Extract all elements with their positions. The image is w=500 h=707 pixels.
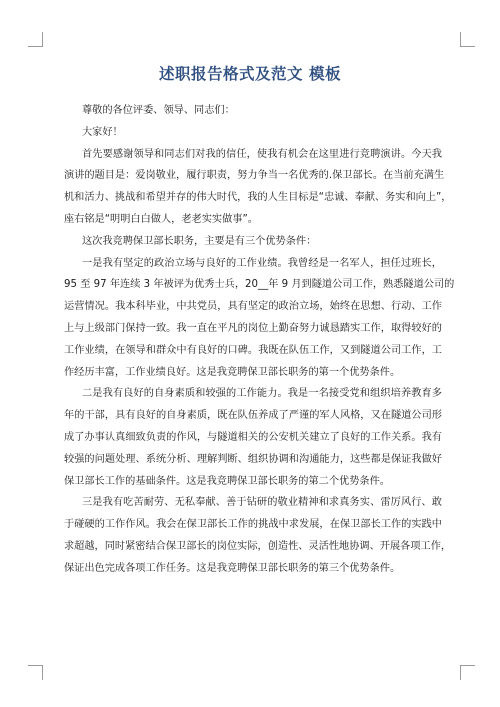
paragraph-line: 工作业绩，在领导和群众中有良好的口碑。我既在队伍工作，又到隧道公司工作，工 — [64, 344, 442, 356]
paragraph-line: 年的干部，具有良好的自身素质，既在队伍养成了严谨的军人风格，又在隧道公司形 — [64, 410, 442, 422]
paragraph-line: 运营情况。我本科毕业，中共党员，具有坚定的政治立场，始终在思想、行动、工作 — [64, 301, 442, 313]
paragraph-line: 座右铭是“明明白白做人，老老实实做事”。 — [64, 213, 258, 225]
paragraph-line: 成了办事认真细致负责的作风，与隧道相关的公安机关建立了良好的工作关系。我有 — [64, 431, 442, 443]
paragraph-line: 作经历丰富，工作业绩良好。这是我竞聘保卫部长职务的第一个优势条件。 — [64, 366, 401, 378]
salutation: 尊敬的各位评委、领导、同志们： — [82, 105, 235, 116]
paragraph-line: 首先要感谢领导和同志们对我的信任，使我有机会在这里进行竞聘演讲。今天我 — [82, 148, 442, 160]
paragraph-line: 二是我有良好的自身素质和较强的工作能力。我是一名接受党和组织培养教育多 — [82, 388, 442, 400]
crop-mark-top-left — [28, 32, 43, 47]
crop-mark-bottom-left — [28, 665, 43, 680]
paragraph-line: 这次我竞聘保卫部长职务，主要是有三个优势条件： — [82, 235, 317, 247]
paragraph-line: 保证出色完成各项工作任务。这是我竞聘保卫部长职务的第三个优势条件。 — [64, 562, 401, 574]
document-title: 述职报告格式及范文 模板 — [159, 65, 341, 83]
paragraph-line: 上与上级部门保持一致。我一直在平凡的岗位上勤奋努力诚恳踏实工作，取得较好的 — [64, 322, 442, 334]
paragraph-line: 演讲的题目是：爱岗敬业，履行职责，努力争当一名优秀的.保卫部长。在当前充满生 — [64, 170, 445, 182]
paragraph-line: 95 至 97 年连续 3 年被评为优秀士兵，20__年 9 月到隧道公司工作，熟悉隧道公司的 — [64, 279, 455, 291]
paragraph-line: 于碰硬的工作作风。我会在保卫部长工作的挑战中求发展，在保卫部长工作的实践中 — [64, 519, 442, 531]
greeting: 大家好！ — [82, 126, 123, 138]
paragraph-line: 一是我有坚定的政治立场与良好的工作业绩。我曾经是一名军人，担任过班长， — [82, 257, 442, 269]
paragraph-line: 较强的问题处理、系统分析、理解判断、组织协调和沟通能力，这些都是保证我做好 — [64, 453, 442, 465]
document-body — [64, 100, 455, 580]
paragraph-line: 保卫部长工作的基础条件。这是我竞聘保卫部长职务的第二个优势条件。 — [64, 475, 390, 487]
paragraph-line: 三是我有吃苦耐劳、无私奉献、善于钻研的敬业精神和求真务实、雷厉风行、敢 — [82, 497, 442, 509]
paragraph-line: 求超越，同时紧密结合保卫部长的岗位实际，创造性、灵活性地协调、开展各项工作， — [64, 540, 452, 552]
crop-mark-bottom-right — [460, 665, 475, 680]
paragraph-line: 机和活力、挑战和希望并存的伟大时代，我的人生目标是“忠诚、奉献、务实和向上”， — [64, 192, 452, 204]
crop-mark-top-right — [460, 32, 475, 47]
